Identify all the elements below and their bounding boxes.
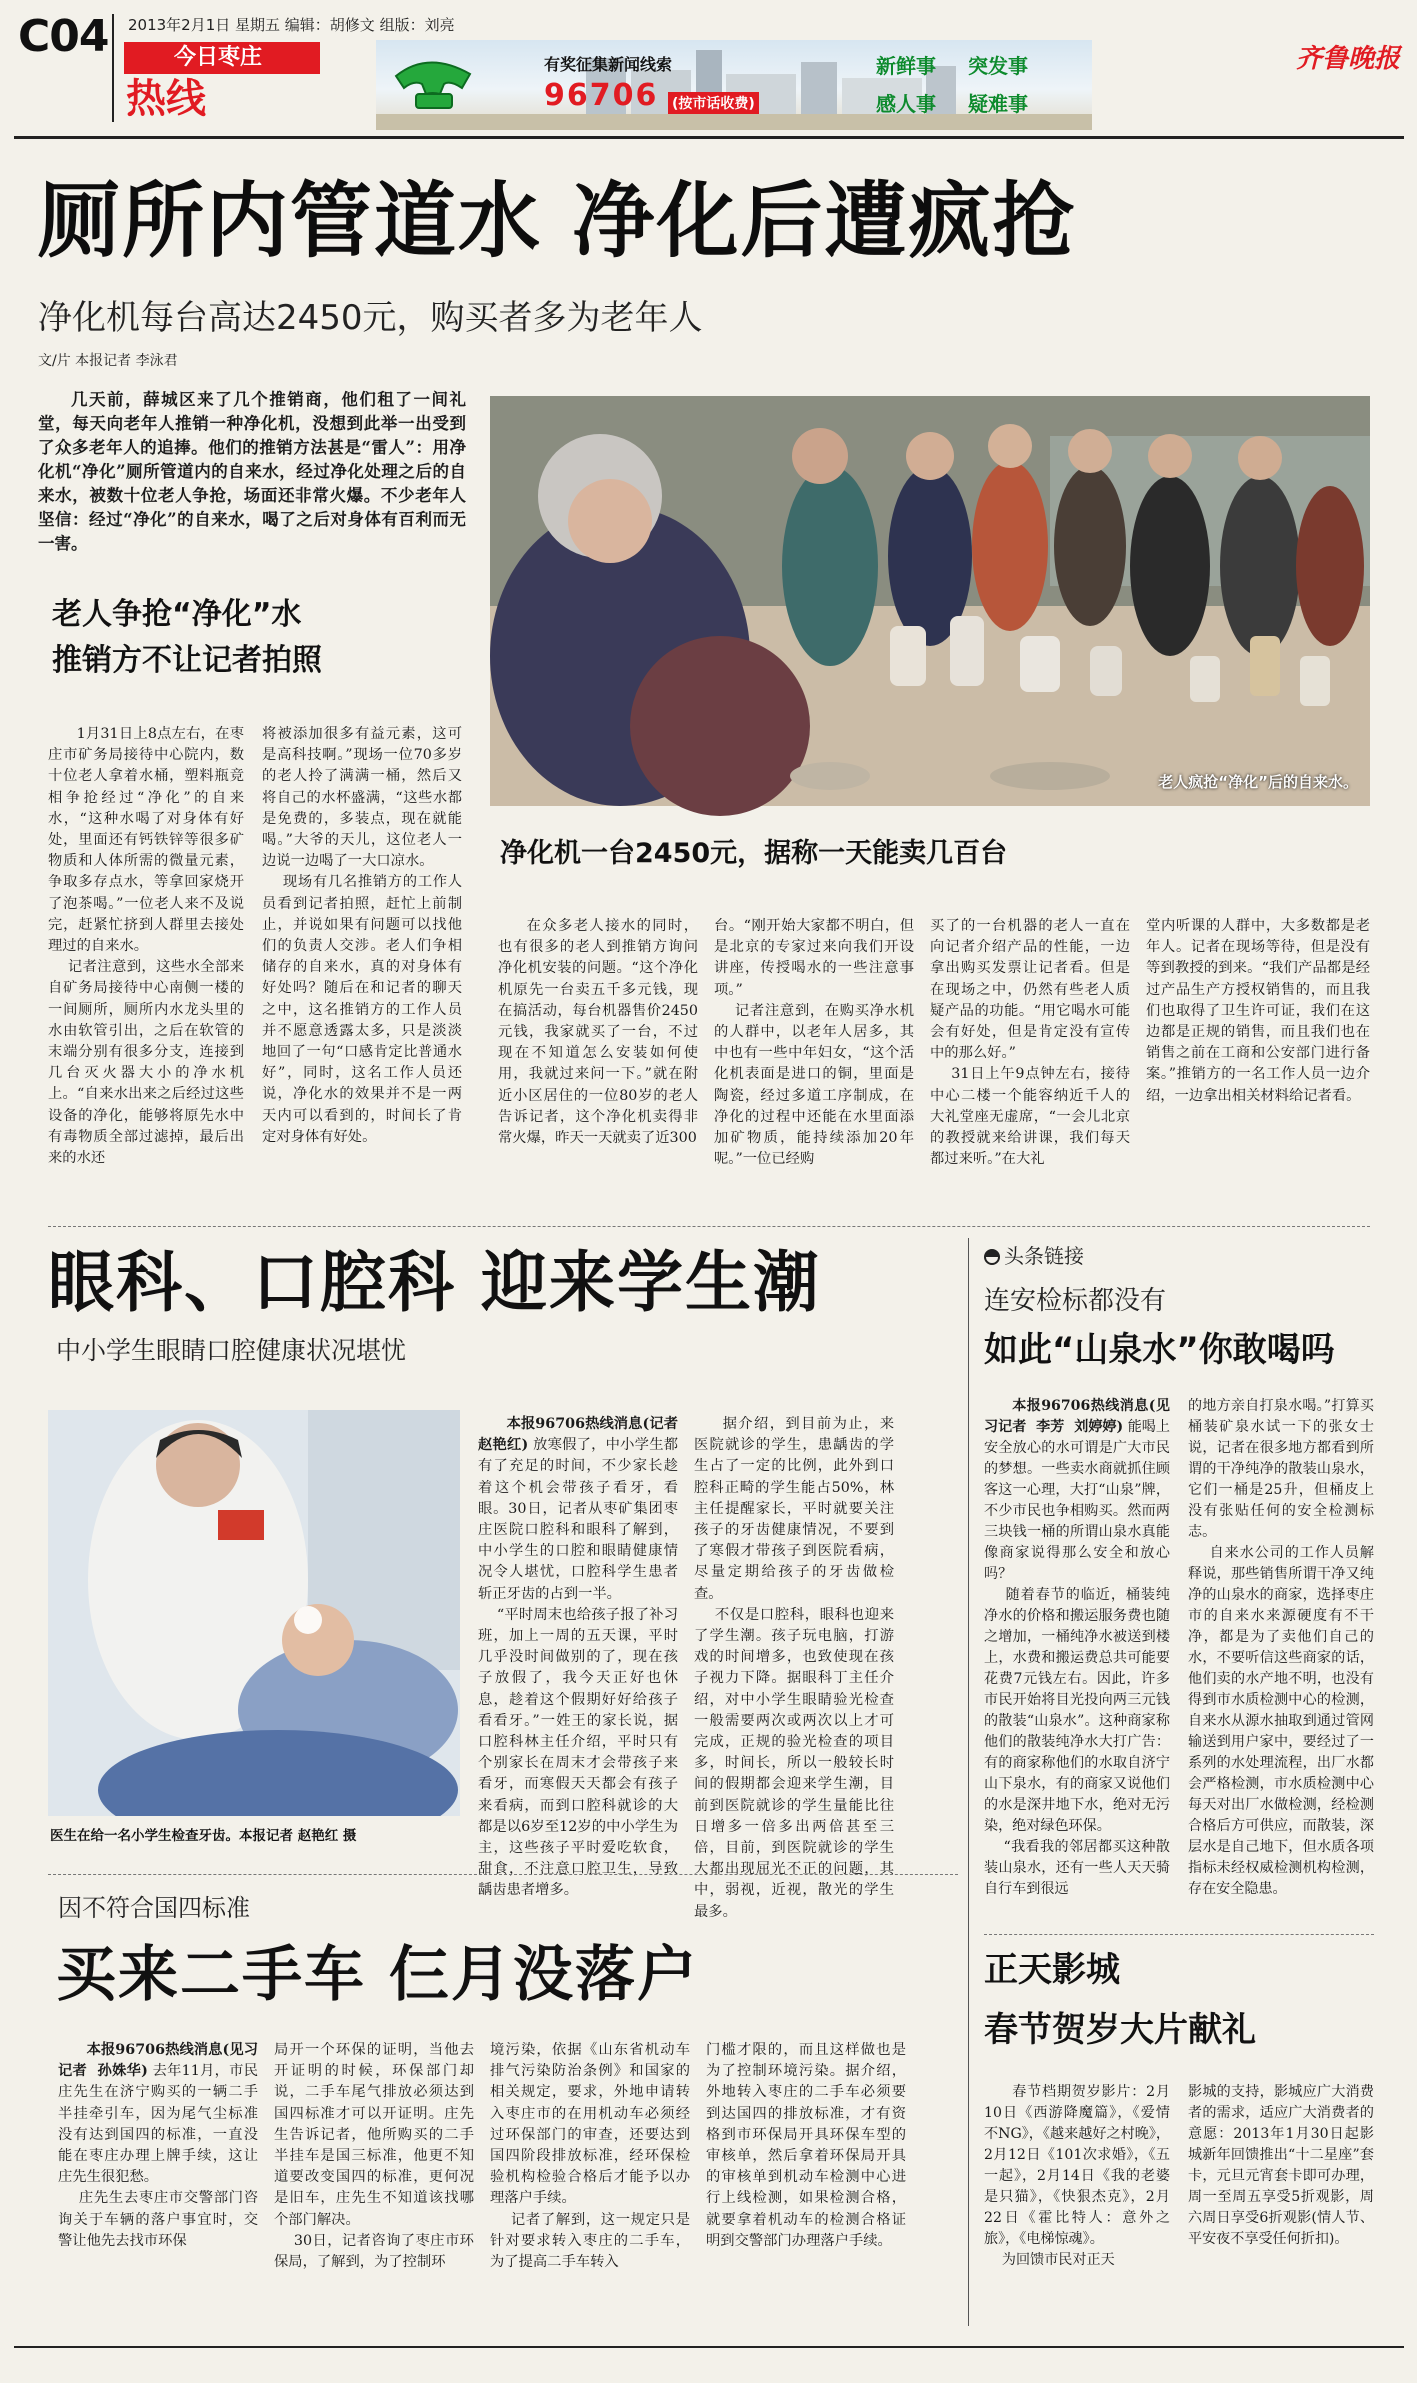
- story3-col4: 门槛才限的，而且这样做也是为了控制环境污染。据介绍，外地转入枣庄的二手车必须要到达国四的排放标准，才有资格到市环保局开具环保车型的审核单，然后拿着环保局开具的审核单到机动车检测中心进行上线检测，如果检测合格，就要拿着机动车的检测合格证明到交警部门办理落户手续。: [706, 2042, 906, 2249]
- sidebar1-headline: 如此“山泉水”你敢喝吗: [984, 1330, 1335, 1370]
- sidebar1-label: [984, 1242, 1084, 1270]
- sidebar2-col1: 春节档期贺岁影片：2月10日《西游降魔篇》，《爱情不NG》，《越来越好之村晚》，2月12日《101次求婚》，《五一起》，2月14日《我的老婆是只猫》，《快狠杰克》，2月22日《霍比特人：意外之旅》，《电梯惊魂》。 为回馈市民对正天: [984, 2084, 1170, 2268]
- sidebar-divider: [968, 1238, 969, 2326]
- date-line: 2013年2月1日 星期五 编辑：胡修文 组版：刘亮: [128, 16, 455, 34]
- section-sub-label: 今日枣庄: [124, 42, 320, 74]
- sidebar2-headline2: 春节贺岁大片献礼: [984, 2010, 1256, 2050]
- sidebar1-bottom-divider: [984, 1934, 1374, 1935]
- story2-col1-text: 放寒假了，中小学生都有了充足的时间，不少家长趁着这个机会带孩子看牙，看眼。30日，记者从枣矿集团枣庄医院口腔科和眼科了解到，中小学生的口腔和眼睛健康情况令人堪忧，口腔科学生患者斩正牙齿的占到一半。 “平时周末也给孩子报了补习班，加上一周的五天课，平时几乎没时间做别的了，现在孩子放假了，我今天正好也休息，趁着这个假期好好给孩子看看牙。”一姓王的家长说，据口腔科林主任介绍，平时只有个别家长在周末才会带孩子来看牙，而寒假天天都会有孩子来看病，而到口腔科就诊的大都是以6岁至12岁的中小学生为主，这些孩子平时爱吃软食，甜食，不注意口腔卫生，导致龋齿患者增多。: [478, 1437, 679, 1899]
- newspaper-logo: 齐鲁晚报: [1296, 44, 1401, 74]
- story2-col2: 据介绍，到目前为止，来医院就诊的学生，患龋齿的学生占了一定的比例，此外到口腔科正畸的学生能占50%，林主任提醒家长，平时就要关注孩子的牙齿健康情况，不要到了寒假才带孩子到医院看病，尽量定期给孩子的牙齿做检查。 不仅是口腔科，眼科也迎来了学生潮。孩子玩电脑，打游戏的时间增多，也致使现在孩子视力下降。据眼科丁主任介绍，对中小学生眼睛验光检查一般需要两次或两次以上才可完成，正规的验光检查的项目多，时间长，所以一般较长时间的假期都会迎来学生潮，目前到医院就诊的学生量能比往日增多一倍多出两倍甚至三倍，目前，到医院就诊的学生大都出现屈光不正的问题，其中，弱视，近视，散光的学生最多。: [694, 1416, 894, 1920]
- section-label: 热线: [126, 76, 206, 122]
- story1-col2: 将被添加很多有益元素，这可是高科技啊。”现场一位70多岁的老人拎了满满一桶，然后又将自己的水杯盛满，“这些水都是免费的，多装点，现在就能喝。”大爷的天儿，这位老人一边说一边喝了一大口凉水。 现场有几名推销方的工作人员看到记者拍照，赶忙上前制止，并说如果有问题可以找他们的负责人交涉。老人们争相储存的自来水，真的对身体有好处吗？随后在和记者的聊天之中，这名推销方的工作人员并不愿意透露太多，只是淡淡地回了一句“口感肯定比普通水好”，同时，这名工作人员还说，净化水的效果并不是一两天内可以看到的，时间长了肯定对身体有好处。: [262, 726, 462, 1145]
- sidebar2-col2: 影城的支持，影城应广大消费者的需求，适应广大消费者的意愿：2013年1月30日起影城新年回馈推出“十二星座”套卡，元旦元宵套卡即可办理，周一至周五享受5折观影，周六周日享受6折观影(情人节、平安夜不享受任何折扣)。: [1188, 2084, 1374, 2247]
- story2-col1: [478, 1414, 683, 1899]
- sidebar1-col1-text: 能喝上安全放心的水可谓是广大市民的梦想。一些卖水商就抓住顾客这一心理，大打“山泉”牌，不少市民也争相购买。然而两三块钱一桶的所谓山泉水真能像商家说得那么安全和放心吗？ 随着春节的临近，桶装纯净水的价格和搬运服务费也随之增加，一桶纯净水被送到楼上，水费和搬运费总共可能要花费7元钱左右。因此，许多市民开始将目光投向两三元钱的散装“山泉水”。这种商家称他们的散装纯净水大打广告：有的商家称他们的水取自济宁山下泉水，有的商家又说他们的水是深井地下水，绝对无污染，绝对绿色环保。 “我看我的邻居都买这种散装山泉水，还有一些人天天骑自行车到很远: [984, 1419, 1171, 1897]
- story1-byline: 文/片 本报记者 李泳君: [38, 353, 178, 369]
- story1-subhead: 净化机每台高达2450元，购买者多为老年人: [38, 298, 703, 338]
- story3-col2: 局开一个环保的证明，当他去开证明的时候，环保部门却说，二手车尾气排放必须达到国四标准才可以开证明。庄先生告诉记者，他所购买的二手半挂车是国三标准，他更不知道要改变国四的标准，更何况是旧车，庄先生不知道该找哪个部门解决。 30日，记者咨询了枣庄市环保局，了解到，为了控制环: [274, 2042, 474, 2271]
- story1-bottom-divider: [48, 1226, 1370, 1227]
- story3-headline: 买来二手车 仨月没落户: [56, 1940, 699, 2010]
- story1-subhead1-line1: 老人争抢“净化”水: [52, 597, 302, 632]
- page-number: C04: [18, 11, 109, 62]
- story1-photo: [490, 396, 1370, 806]
- story1-col4: 台。“刚开始大家都不明白，但是北京的专家过来向我们开设讲座，传授喝水的一些注意事项。” 记者注意到，在购买净水机的人群中，以老年人居多，其中也有一些中年妇女，“这个活化机表面是进口的铜，里面是陶瓷，经过多道工序制成，在净化的过程中还能在水里面添加矿物质，能持续添加20年呢。”一位已经购: [714, 918, 914, 1168]
- tag-new: 新鲜事: [876, 54, 936, 78]
- story3-col3: 境污染，依据《山东省机动车排气污染防治条例》和国家的相关规定，要求，外地申请转入枣庄市的在用机动车必须经过环保部门的审查，还要达到国四阶段排放标准，经环保检验机构检验合格后才能予以办理落户手续。 记者了解到，这一规定只是针对要求转入枣庄的二手车，为了提高二手车转入: [490, 2042, 690, 2271]
- story1-subhead1-line2: 推销方不让记者拍照: [52, 643, 322, 678]
- tag-difficult: 疑难事: [968, 92, 1028, 116]
- crowd-image: [490, 396, 1370, 806]
- story2-headline: 眼科、口腔科 迎来学生潮: [48, 1244, 821, 1321]
- sidebar1-kicker: 连安检标都没有: [984, 1286, 1167, 1316]
- story3-col1-text: 去年11月，市民庄先生在济宁购买的一辆二手半挂牵引车，因为尾气尘标准没有达到国四的标准，一直没能在枣庄办理上牌手续，这让庄先生很犯愁。 庄先生去枣庄市交警部门咨询关于车辆的落户事宜时，交警让他先去找市环保: [58, 2063, 258, 2249]
- circle-bullet-icon: [984, 1249, 1000, 1265]
- hotline-number: 96706: [544, 78, 659, 113]
- sidebar1-col2: 的地方亲自打泉水喝。”打算买桶装矿泉水试一下的张女士说，记者在很多地方都看到所谓的干净纯净的散装山泉水，它们一桶是25升，但桶皮上没有张贴任何的安全检测标志。 自来水公司的工作人员解释说，那些销售所谓干净又纯净的山泉水的商家，选择枣庄市的自来水来源硬度有不干净，都是为了卖他们自己的水，不要听信这些商家的话，他们卖的水产地不明，也没有得到市水质检测中心的检测，自来水从源水抽取到通过管网输送到用户家中，要经过了一系列的水处理流程，出厂水都会严格检测，市水质检测中心每天对出厂水做检测，经检测合格后方可供应，而散装，深层水是自己地下，但水质各项指标未经权威检测机构检测，存在安全隐患。: [1188, 1398, 1375, 1897]
- story1-col6: 堂内听课的人群中，大多数都是老年人。记者在现场等待，但是没有等到教授的到来。“我们产品都是经过产品生产方授权销售的，而且我们也取得了卫生许可证，我们在这边都是正规的销售，而且我们也在销售之前在工商和公安部门进行备案。”推销方的一名工作人员一边介绍，一边拿出相关材料给记者看。: [1146, 918, 1370, 1104]
- story3-col1-dateline: 本报96706热线消息(见习记者 孙姝华): [58, 2042, 258, 2080]
- story1-col5: 买了的一台机器的老人一直在向记者介绍产品的性能，一边拿出购买发票让记者看。但是在现场之中，仍然有些老人质疑产品的功能。“用它喝水可能会有好处，但是肯定没有宣传中的那么好。” 31日上午9点钟左右，接待中心二楼一个能容纳近千人的大礼堂座无虚席，“一会儿北京的教授就来给讲课，我们每天都过来听。”在大礼: [930, 918, 1130, 1168]
- tag-sudden: 突发事: [968, 54, 1028, 78]
- story2-subhead: 中小学生眼睛口腔健康状况堪忧: [56, 1336, 407, 1365]
- story2-bottom-divider: [48, 1874, 958, 1875]
- dentist-image: [48, 1410, 460, 1850]
- header-rule: [14, 136, 1404, 139]
- sidebar1-label-text: 头条链接: [1004, 1244, 1084, 1268]
- header-divider-vertical: [112, 14, 114, 122]
- story1-col1: 1月31日上8点左右，在枣庄市矿务局接待中心院内，数十位老人拿着水桶，塑料瓶竞相争抢经过“净化”的自来水，“这种水喝了对身体有好处，里面还有钙铁锌等很多矿物质和人体所需的微量元素，争取多存点水，等拿回家烧开了泡茶喝。”一位老人来不及说完，赶紧忙挤到人群里去接处理过的自来水。 记者注意到，这些水全部来自矿务局接待中心南侧一楼的一间厕所，厕所内水龙头里的水由软管引出，之后在软管的末端分别有很多分支，连接到几台灭火器大小的净水机上。“自来水出来之后经过这些设备的净化，能够将原先水中有毒物质全部过滤掉，最后出来的水还: [48, 726, 245, 1167]
- story2-photo: [48, 1410, 460, 1850]
- telephone-icon: [388, 54, 478, 114]
- story1-lead: 几天前，薛城区来了几个推销商，他们租了一间礼堂，每天向老年人推销一种净化机，没想到此举一出受到了众多老年人的追捧。他们的推销方法甚是“雷人”：用净化机“净化”厕所管道内的自来水，经过净化处理之后的自来水，被数十位老人争抢，场面还非常火爆。不少老年人坚信：经过“净化”的自来水，喝了之后对身体有百利而无一害。: [38, 390, 466, 553]
- story1-subhead2: 净化机一台2450元，据称一天能卖几百台: [500, 838, 1008, 869]
- story1-photo-caption: 老人疯抢“净化”后的自来水。: [1158, 773, 1358, 791]
- sidebar1-col1-dateline: 本报96706热线消息(见习记者 李芳 刘婷婷): [984, 1398, 1170, 1435]
- sidebar1-col1: [984, 1396, 1170, 1918]
- tag-moving: 感人事: [876, 92, 936, 116]
- hotline-note: (按市话收费): [668, 92, 759, 114]
- story1-headline: 厕所内管道水 净化后遭疯抢: [38, 174, 1077, 269]
- footer-rule: [14, 2346, 1404, 2348]
- sidebar2-headline1: 正天影城: [984, 1950, 1120, 1990]
- story2-col1-dateline: 本报96706热线消息(记者 赵艳红): [478, 1416, 683, 1454]
- hotline-banner: [376, 40, 1092, 130]
- story2-photo-caption: 医生在给一名小学生检查牙齿。本报记者 赵艳红 摄: [48, 1816, 460, 1850]
- story1-col3: 在众多老人接水的同时，也有很多的老人到推销方询问净化机安装的问题。“这个净化机原先一台卖五千多元钱，现在搞活动，每台机器售价2450元钱，我家就买了一台，不过现在不知道怎么安装如何使用，我就过来问一下。”就在附近小区居住的一位80岁的老人告诉记者，这个净化机卖得非常火爆，昨天一天就卖了近300: [498, 918, 698, 1147]
- hotline-title: 有奖征集新闻线索: [544, 55, 673, 74]
- story3-kicker: 因不符合国四标准: [58, 1894, 250, 1922]
- story3-col1: [58, 2040, 258, 2326]
